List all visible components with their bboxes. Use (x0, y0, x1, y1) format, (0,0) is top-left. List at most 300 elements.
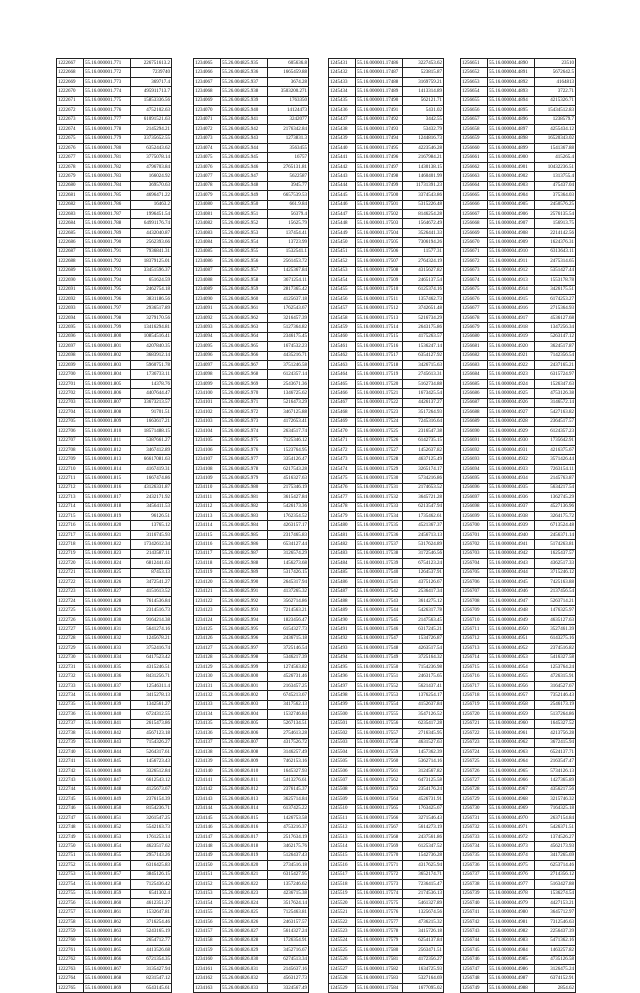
table-row (194, 521, 309, 530)
account-code-cell: 55.16.000004.4974 (488, 851, 535, 860)
record-id-cell: 1222722 (57, 578, 84, 587)
record-id-cell: 1234160 (194, 955, 221, 964)
table-row (461, 417, 576, 426)
record-id-cell: 1256667 (461, 210, 488, 219)
account-code-cell: 55.16.000004.4895 (488, 106, 535, 115)
amount-cell: 5351427.44 (535, 266, 576, 275)
table-row (194, 955, 309, 964)
amount-cell: 6253714.46 (535, 861, 576, 870)
record-id-cell: 1222723 (57, 587, 84, 596)
table-row (57, 596, 172, 605)
record-id-cell: 1256681 (461, 342, 488, 351)
table-row (461, 257, 576, 266)
amount-cell: 2364517.57 (535, 417, 576, 426)
amount-cell: 15434512.83 (535, 106, 576, 115)
record-id-cell: 1222678 (57, 162, 84, 171)
table-row (461, 115, 576, 124)
record-id-cell: 1234103 (194, 417, 221, 426)
table-row (461, 332, 576, 341)
table-row (194, 68, 309, 77)
record-id-cell: 1234099 (194, 379, 221, 388)
table-row (57, 559, 172, 568)
record-id-cell: 1234074 (194, 143, 221, 152)
account-code-cell: 55.16.000004.4946 (488, 587, 535, 596)
account-code-cell: 55.26.004826.029 (221, 946, 268, 955)
amount-cell: 13416294.81 (131, 323, 172, 332)
table-row (461, 596, 576, 605)
record-id-cell: 1222687 (57, 247, 84, 256)
table-row (57, 898, 172, 907)
record-id-cell: 1222693 (57, 304, 84, 313)
amount-cell: 8431256.71 (131, 672, 172, 681)
table-row (329, 842, 444, 851)
table-row (329, 766, 444, 775)
account-code-cell: 55.16.000004.4933 (488, 464, 535, 473)
table-row (461, 153, 576, 162)
account-code-cell: 55.26.004826.032 (221, 974, 268, 983)
record-id-cell: 1245443 (329, 172, 356, 181)
table-row (57, 936, 172, 945)
amount-cell: 3652174.71 (403, 870, 444, 879)
record-id-cell: 1222694 (57, 313, 84, 322)
record-id-cell: 1256735 (461, 851, 488, 860)
amount-cell: 5471362.16 (535, 936, 576, 945)
amount-cell: 3227453.62 (403, 59, 444, 68)
record-id-cell: 1234090 (194, 294, 221, 303)
record-id-cell: 1234152 (194, 880, 221, 889)
account-code-cell: 55.16.000001.806 (84, 389, 131, 398)
amount-cell: 6217543.28 (268, 464, 309, 473)
table-row (329, 880, 444, 889)
account-code-cell: 55.26.004826.009 (221, 757, 268, 766)
amount-cell: 2764324.19 (403, 257, 444, 266)
table-row (194, 323, 309, 332)
table-row (194, 474, 309, 483)
record-id-cell: 1256737 (461, 870, 488, 879)
amount-cell: 3683912.14 (131, 351, 172, 360)
table-row (57, 870, 172, 879)
amount-cell: 5461327.89 (403, 898, 444, 907)
account-code-cell: 55.16.000004.4969 (488, 804, 535, 813)
record-id-cell: 1245456 (329, 294, 356, 303)
account-code-cell: 55.16.000004.4934 (488, 474, 535, 483)
record-id-cell: 1245476 (329, 483, 356, 492)
record-id-cell: 1234089 (194, 285, 221, 294)
amount-cell: 7164325.18 (535, 804, 576, 813)
record-id-cell: 1222740 (57, 747, 84, 756)
table-row (194, 304, 309, 313)
account-code-cell: 55.16.000001.843 (84, 738, 131, 747)
account-code-cell: 55.16.000001.17552 (356, 681, 403, 690)
amount-cell: 1253764.24 (535, 663, 576, 672)
record-id-cell: 1222760 (57, 936, 84, 945)
table-row (57, 625, 172, 634)
record-id-cell: 1256657 (461, 115, 488, 124)
table-row (461, 379, 576, 388)
table-row (461, 540, 576, 549)
table-row (461, 530, 576, 539)
account-code-cell: 55.16.000001.804 (84, 370, 131, 379)
account-code-cell: 55.16.000001.17567 (356, 823, 403, 832)
table-row (57, 210, 172, 219)
account-code-cell: 55.26.004825.969 (221, 379, 268, 388)
amount-cell: 6174253.27 (535, 294, 576, 303)
amount-cell: 4521367.37 (403, 521, 444, 530)
table-row (194, 445, 309, 454)
amount-cell: 1325674.56 (403, 908, 444, 917)
amount-cell: 7239740 (131, 68, 172, 77)
record-id-cell: 1256703 (461, 549, 488, 558)
table-row (57, 719, 172, 728)
record-id-cell: 1222729 (57, 644, 84, 653)
record-id-cell: 1245512 (329, 823, 356, 832)
table-row (461, 917, 576, 926)
record-id-cell: 1234080 (194, 200, 221, 209)
amount-cell: 3775078.14 (131, 153, 172, 162)
record-id-cell: 1222703 (57, 398, 84, 407)
amount-cell: 3124567.82 (403, 766, 444, 775)
table-row (329, 59, 444, 68)
table-row (194, 59, 309, 68)
table-row (57, 700, 172, 709)
account-code-cell: 55.16.000001.790 (84, 238, 131, 247)
amount-cell: 5622587 (268, 172, 309, 181)
amount-cell: 1430138.15 (403, 162, 444, 171)
table-row (461, 474, 576, 483)
amount-cell: 3527461.39 (535, 625, 576, 634)
table-row (461, 125, 576, 134)
record-id-cell: 1234091 (194, 304, 221, 313)
record-id-cell: 1245455 (329, 285, 356, 294)
account-code-cell: 55.26.004825.968 (221, 370, 268, 379)
record-id-cell: 1222715 (57, 512, 84, 521)
table-row (57, 587, 172, 596)
account-code-cell: 55.16.000004.4935 (488, 483, 535, 492)
amount-cell: 7125436.42 (131, 880, 172, 889)
amount-cell: 4432040.87 (131, 228, 172, 237)
account-code-cell: 55.16.000004.4908 (488, 228, 535, 237)
amount-cell: 4172356.27 (403, 955, 444, 964)
table-row (329, 389, 444, 398)
amount-cell: 3467412.89 (131, 445, 172, 454)
record-id-cell: 1256708 (461, 596, 488, 605)
table-row (461, 700, 576, 709)
table-row (194, 729, 309, 738)
record-id-cell: 1256719 (461, 700, 488, 709)
table-row (57, 512, 172, 521)
table-row (57, 814, 172, 823)
amount-cell: 2563471.51 (403, 946, 444, 955)
table-row (329, 568, 444, 577)
table-row (57, 134, 172, 143)
account-code-cell: 55.16.000004.4949 (488, 615, 535, 624)
account-code-cell: 55.26.004825.954 (221, 238, 268, 247)
amount-cell: 14378.76 (131, 379, 172, 388)
amount-cell: 3116745.93 (131, 530, 172, 539)
table-row (329, 247, 444, 256)
amount-cell: 7352146.43 (535, 691, 576, 700)
table-row (461, 644, 576, 653)
record-id-cell: 1222765 (57, 983, 84, 992)
record-id-cell: 1245485 (329, 568, 356, 577)
amount-cell: 3146257.49 (268, 747, 309, 756)
account-code-cell: 55.16.000001.17503 (356, 219, 403, 228)
table-row (329, 408, 444, 417)
table-row (57, 342, 172, 351)
amount-cell: 16520343.02 (535, 134, 576, 143)
account-code-cell: 55.16.000001.865 (84, 946, 131, 955)
table-row (194, 946, 309, 955)
table-row (57, 747, 172, 756)
record-id-cell: 1222726 (57, 615, 84, 624)
amount-cell: 3571426.44 (535, 455, 576, 464)
account-code-cell: 55.16.000001.827 (84, 587, 131, 596)
record-id-cell: 1234140 (194, 766, 221, 775)
amount-cell: 87453.13 (131, 568, 172, 577)
account-code-cell: 55.26.004826.026 (221, 917, 268, 926)
record-id-cell: 1222745 (57, 795, 84, 804)
account-code-cell: 55.26.004825.995 (221, 625, 268, 634)
table-row (329, 625, 444, 634)
record-id-cell: 1256676 (461, 294, 488, 303)
account-code-cell: 55.16.000001.17543 (356, 596, 403, 605)
table-row (194, 143, 309, 152)
table-row (57, 483, 172, 492)
record-id-cell: 1222710 (57, 464, 84, 473)
record-id-cell: 1245467 (329, 398, 356, 407)
table-row (461, 729, 576, 738)
amount-cell: 7154236.98 (403, 663, 444, 672)
amount-cell: 6473125.58 (403, 776, 444, 785)
record-id-cell: 1245431 (329, 59, 356, 68)
account-code-cell: 55.26.004826.000 (221, 672, 268, 681)
amount-cell: 2561453.72 (268, 257, 309, 266)
table-row (57, 266, 172, 275)
account-code-cell: 55.16.000004.4910 (488, 247, 535, 256)
amount-cell: 3715246.12 (535, 568, 576, 577)
record-id-cell: 1222680 (57, 181, 84, 190)
account-code-cell: 55.16.000004.4923 (488, 370, 535, 379)
account-code-cell: 55.16.000004.4914 (488, 285, 535, 294)
record-id-cell: 1234106 (194, 445, 221, 454)
amount-cell: 5734126.13 (535, 766, 576, 775)
account-code-cell: 55.26.004826.018 (221, 842, 268, 851)
record-id-cell: 1256683 (461, 361, 488, 370)
account-code-cell: 55.16.000001.797 (84, 304, 131, 313)
amount-cell: 6374152.91 (535, 974, 576, 983)
table-row (194, 559, 309, 568)
table-row (57, 644, 172, 653)
account-code-cell: 55.16.000001.831 (84, 625, 131, 634)
amount-cell: 3417265.69 (535, 851, 576, 860)
account-code-cell: 55.16.000004.4920 (488, 342, 535, 351)
record-id-cell: 1234163 (194, 983, 221, 992)
record-id-cell: 1234155 (194, 908, 221, 917)
amount-cell: 1452637.82 (403, 445, 444, 454)
table-row (57, 521, 172, 530)
amount-cell: 3442.55 (403, 115, 444, 124)
amount-cell: 6124357.23 (535, 427, 576, 436)
record-id-cell: 1256687 (461, 398, 488, 407)
account-code-cell: 55.26.004825.943 (221, 134, 268, 143)
amount-cell: 10432236.51 (535, 162, 576, 171)
record-id-cell: 1222706 (57, 427, 84, 436)
table-row (57, 427, 172, 436)
record-id-cell: 1245436 (329, 106, 356, 115)
record-id-cell: 1256716 (461, 672, 488, 681)
record-id-cell: 1222711 (57, 474, 84, 483)
record-id-cell: 1234108 (194, 464, 221, 473)
record-id-cell: 1234092 (194, 313, 221, 322)
table-row (329, 719, 444, 728)
account-code-cell: 55.16.000004.4951 (488, 634, 535, 643)
account-code-cell: 55.16.000001.811 (84, 436, 131, 445)
table-row (329, 936, 444, 945)
record-id-cell: 1245440 (329, 143, 356, 152)
account-code-cell: 55.16.000001.17536 (356, 530, 403, 539)
amount-cell: 3624517.87 (535, 342, 576, 351)
table-row (329, 427, 444, 436)
amount-cell: 3845126.15 (131, 870, 172, 879)
record-id-cell: 1222677 (57, 153, 84, 162)
record-id-cell: 1256706 (461, 578, 488, 587)
table-row (461, 842, 576, 851)
record-id-cell: 1222735 (57, 700, 84, 709)
amount-cell: 6721354.35 (131, 955, 172, 964)
account-code-cell: 55.16.000004.4962 (488, 738, 535, 747)
record-id-cell: 1222759 (57, 927, 84, 936)
account-code-cell: 55.26.004826.024 (221, 898, 268, 907)
table-row (57, 927, 172, 936)
table-row (329, 889, 444, 898)
table-row (461, 219, 576, 228)
account-code-cell: 55.26.004826.027 (221, 927, 268, 936)
record-id-cell: 1256694 (461, 464, 488, 473)
record-id-cell: 1234153 (194, 889, 221, 898)
account-code-cell: 55.16.000001.794 (84, 276, 131, 285)
account-code-cell: 55.26.004826.023 (221, 889, 268, 898)
record-id-cell: 1234133 (194, 700, 221, 709)
table-row (57, 540, 172, 549)
amount-cell: 9164214.38 (131, 615, 172, 624)
amount-cell: 1376254.17 (403, 691, 444, 700)
table-row (329, 323, 444, 332)
table-row (461, 181, 576, 190)
account-code-cell: 55.26.004825.984 (221, 521, 268, 530)
record-id-cell: 1222685 (57, 228, 84, 237)
amount-cell: 4213756.28 (535, 729, 576, 738)
account-code-cell: 55.16.000001.835 (84, 663, 131, 672)
account-code-cell: 55.26.004826.022 (221, 880, 268, 889)
record-id-cell: 1245487 (329, 587, 356, 596)
table-row (329, 644, 444, 653)
amount-cell: 3615427.84 (268, 493, 309, 502)
record-id-cell: 1222720 (57, 559, 84, 568)
amount-cell: 2437561.86 (403, 832, 444, 841)
account-code-cell: 55.16.000001.842 (84, 729, 131, 738)
record-id-cell: 1245483 (329, 549, 356, 558)
account-code-cell: 55.16.000001.17490 (356, 96, 403, 105)
account-code-cell: 55.16.000001.17538 (356, 549, 403, 558)
account-code-cell: 55.16.000004.4917 (488, 313, 535, 322)
amount-cell: 3472541.27 (131, 578, 172, 587)
account-code-cell: 55.16.000004.4958 (488, 700, 535, 709)
account-code-cell: 55.16.000004.4891 (488, 68, 535, 77)
account-code-cell: 55.16.000001.17561 (356, 766, 403, 775)
table-row (194, 257, 309, 266)
table-row (57, 681, 172, 690)
record-id-cell: 1256688 (461, 408, 488, 417)
record-id-cell: 1222709 (57, 455, 84, 464)
table-row (57, 68, 172, 77)
amount-cell: 33735652.55 (131, 134, 172, 143)
record-id-cell: 1245493 (329, 644, 356, 653)
table-row (57, 313, 172, 322)
table-row (57, 549, 172, 558)
record-id-cell: 1234066 (194, 68, 221, 77)
amount-cell: 3725164.32 (403, 653, 444, 662)
amount-cell: 33451596.37 (131, 266, 172, 275)
account-code-cell: 55.16.000001.808 (84, 408, 131, 417)
record-id-cell: 1234098 (194, 370, 221, 379)
amount-cell: 226751613.2 (131, 59, 172, 68)
amount-cell: 11577.31 (403, 247, 444, 256)
amount-cell: 10854516.41 (131, 332, 172, 341)
table-row (194, 681, 309, 690)
record-id-cell: 1222705 (57, 417, 84, 426)
table-row (194, 436, 309, 445)
table-row (329, 700, 444, 709)
table-row (461, 559, 576, 568)
record-id-cell: 1234134 (194, 710, 221, 719)
table-row (329, 304, 444, 313)
record-id-cell: 1256696 (461, 483, 488, 492)
account-code-cell: 55.16.000001.17506 (356, 247, 403, 256)
record-id-cell: 1256668 (461, 219, 488, 228)
account-code-cell: 55.16.000001.17516 (356, 342, 403, 351)
account-code-cell: 55.16.000001.786 (84, 200, 131, 209)
account-code-cell: 55.16.000001.17559 (356, 747, 403, 756)
amount-cell: 1456723.43 (131, 757, 172, 766)
account-code-cell: 55.16.000001.823 (84, 549, 131, 558)
record-id-cell: 1256678 (461, 313, 488, 322)
record-id-cell: 1234079 (194, 191, 221, 200)
amount-cell: 64991176.74 (131, 219, 172, 228)
record-id-cell: 1256701 (461, 530, 488, 539)
account-code-cell: 55.16.000001.17542 (356, 587, 403, 596)
account-code-cell: 55.26.004825.935 (221, 59, 268, 68)
account-code-cell: 55.26.004826.012 (221, 785, 268, 794)
amount-cell: 2432171.92 (131, 493, 172, 502)
amount-cell: 6713524.48 (535, 521, 576, 530)
amount-cell: 2562393.66 (131, 238, 172, 247)
record-id-cell: 1256710 (461, 615, 488, 624)
account-code-cell: 55.16.000001.17526 (356, 436, 403, 445)
amount-cell: 23510 (535, 59, 576, 68)
amount-cell: 3751246.58 (268, 361, 309, 370)
record-id-cell: 1234084 (194, 238, 221, 247)
amount-cell: 3462175.76 (268, 842, 309, 851)
account-code-cell: 55.16.000004.4957 (488, 691, 535, 700)
account-code-cell: 55.16.000001.17527 (356, 445, 403, 454)
amount-cell: 6125374.16 (403, 285, 444, 294)
account-code-cell: 55.26.004825.946 (221, 162, 268, 171)
record-id-cell: 1234151 (194, 870, 221, 879)
table-row (194, 134, 309, 143)
record-id-cell: 1245517 (329, 870, 356, 879)
account-code-cell: 55.26.004825.940 (221, 106, 268, 115)
table-row (194, 889, 309, 898)
